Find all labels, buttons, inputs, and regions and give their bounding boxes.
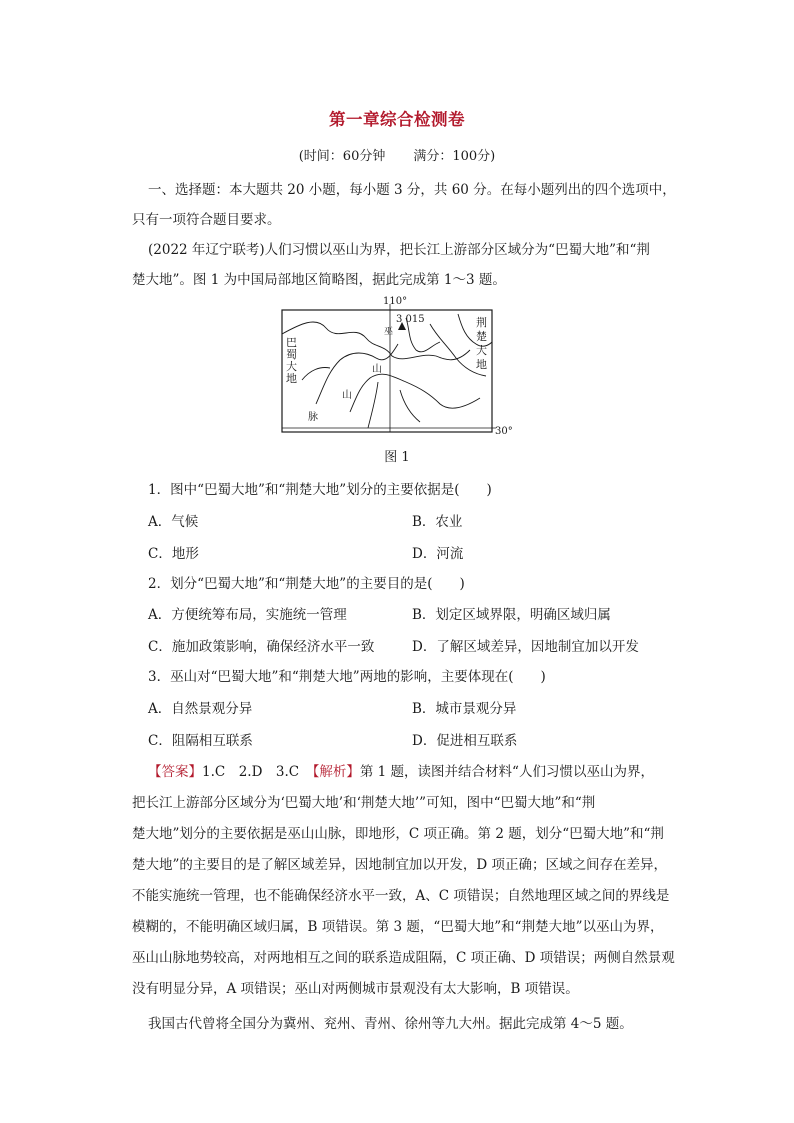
figure-caption: 图 1 (384, 450, 410, 465)
question-3-option-d: D．促进相互联系 (412, 733, 518, 749)
question-3-option-c: C．阻隔相互联系 (148, 733, 253, 749)
analysis-text-1: 第 1 题，读图并结合材料“人们习惯以巫山为界， (359, 764, 654, 780)
intro-line1: (2022 年辽宁联考)人们习惯以巫山为界，把长江上游部分区域分为“巴蜀大地”和“荆 (148, 242, 650, 258)
exam-time: (时间：60分钟 (298, 149, 386, 164)
jingchu-label-4: 地 (476, 358, 487, 371)
mai-label: 脉 (308, 412, 318, 423)
analysis-line-7: 巫山山脉地势较高，对两地相互之间的联系造成阻隔，C 项正确、D 项错误；两侧自然景观 (132, 950, 675, 966)
answer-label: 【答案】 (148, 764, 202, 780)
analysis-label: 【解析】 (312, 764, 360, 780)
shan-label-1: 山 (372, 364, 382, 375)
question-2-option-a: A．方便统筹布局，实施统一管理 (148, 607, 347, 623)
question-2-option-d: D．了解区域差异，因地制宜加以开发 (412, 639, 639, 655)
bashu-label-4: 地 (286, 372, 297, 385)
next-intro: 我国古代曾将全国分为冀州、兖州、青州、徐州等九大州。据此完成第 4～5 题。 (148, 1016, 633, 1032)
section-heading-line1: 一、选择题：本大题共 20 小题，每小题 3 分，共 60 分。在每小题列出的四个选项中， (148, 182, 676, 198)
question-2-stem: 2．划分“巴蜀大地”和“荆楚大地”的主要目的是( ) (148, 576, 465, 592)
exam-score: 满分：100分) (413, 149, 496, 164)
question-3-option-a: A．自然景观分异 (148, 701, 253, 717)
jingchu-label-2: 楚 (476, 330, 487, 343)
question-1-option-d: D．河流 (412, 546, 464, 562)
map-river-8 (368, 382, 378, 428)
shan-label-2: 山 (342, 390, 352, 401)
page-title: 第一章综合检测卷 (329, 110, 465, 129)
longitude-label: 110° (383, 296, 408, 307)
bashu-label-1: 巴 (286, 336, 297, 349)
answer-values: 1.C 2.D 3.C (202, 764, 313, 780)
analysis-line-2: 把长江上游部分区域分为‘巴蜀大地’和‘荆楚大地’”可知，图中“巴蜀大地”和“荆 (132, 795, 596, 811)
bashu-label-3: 大 (286, 360, 297, 373)
jingchu-label-1: 荆 (476, 316, 487, 329)
analysis-line-5: 不能实施统一管理，也不能确保经济水平一致，A、C 项错误；自然地理区域之间的界线是 (132, 888, 670, 904)
question-1-stem: 1．图中“巴蜀大地”和“荆楚大地”划分的主要依据是( ) (148, 482, 492, 498)
wu-label: 巫 (384, 327, 394, 337)
question-2-option-c: C．施加政策影响，确保经济水平一致 (148, 639, 375, 655)
latitude-label: 30° (495, 426, 513, 437)
analysis-line-6: 模糊的，不能明确区域归属，B 项错误。第 3 题，“巴蜀大地”和“荆楚大地”以巫山为界， (132, 919, 664, 935)
map-river-7 (400, 390, 420, 422)
answer-line-1 (148, 760, 654, 780)
map-river-2 (350, 374, 480, 412)
analysis-line-3: 楚大地”划分的主要依据是巫山山脉，即地形，C 项正确。第 2 题，划分“巴蜀大地”和“荆 (132, 826, 664, 842)
intro-line2: 楚大地”。图 1 为中国局部地区简略图，据此完成第 1～3 题。 (132, 272, 506, 288)
question-1-option-c: C．地形 (148, 546, 199, 562)
bashu-label-2: 蜀 (286, 348, 297, 361)
question-3-stem: 3．巫山对“巴蜀大地”和“荆楚大地”两地的影响，主要体现在( ) (148, 669, 546, 685)
analysis-line-8: 没有明显分异，A 项错误；巫山对两侧城市景观没有太大影响，B 项错误。 (132, 981, 579, 997)
map-river-6 (302, 368, 330, 381)
section-heading-line2: 只有一项符合题目要求。 (132, 212, 281, 228)
question-2-option-b: B．划定区域界限，明确区域归属 (412, 607, 611, 623)
question-1-option-a: A．气候 (148, 514, 199, 530)
region-map-figure (280, 294, 520, 438)
question-3-option-b: B．城市景观分异 (412, 701, 517, 717)
analysis-line-4: 楚大地”的主要目的是了解区域差异，因地制宜加以开发，D 项正确；区域之间存在差异， (132, 857, 668, 873)
peak-elevation-label: 3 015 (396, 314, 425, 325)
question-1-option-b: B．农业 (412, 514, 463, 530)
jingchu-label-3: 大 (476, 344, 487, 357)
exam-info (0, 145, 794, 164)
